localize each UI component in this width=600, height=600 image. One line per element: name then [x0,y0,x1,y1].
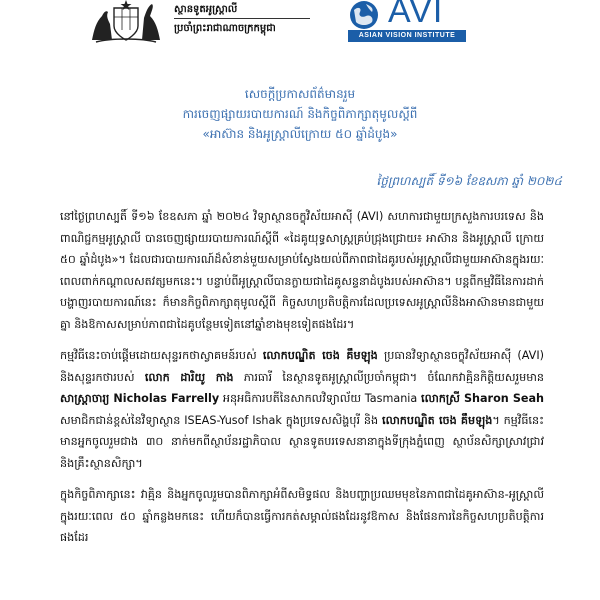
title-line-1: សេចក្តីប្រកាសព័ត៌មានរួម [244,87,356,101]
avi-subtitle: ASIAN VISION INSTITUTE [348,30,466,42]
avi-wordmark: AVI [388,0,444,30]
embassy-name: ស្ថានទូតអូស្ត្រាលី [174,4,238,15]
p2-end: ។ កម្មវិធីនេះមានអ្នកចូលរួមជាង ៣០ នាក់មកពីស្ថាប័នរដ្ឋាភិបាល ស្ថានទូតបរទេសនានាក្នុងទីក្រុងភ្នំពេញ ស្ថាប័នសិក្សាស្រាវជ្រាវ និងគ្រឹះស្ថានសិក្សា។ [60,413,545,470]
p2-mid-1: ប្រធានវិទ្យាស្ថានចក្ខុវិស័យអាស៊ី (AVI) និងសុន្ទរកថារបស់ [60,349,544,384]
release-body [60,206,544,559]
title-line-2: ការចេញផ្សាយរបាយការណ៍ និងកិច្ចពិភាក្សាតុមូលស្តីពី [182,107,418,121]
p2-intro: កម្មវិធីនេះចាប់ផ្តើមដោយសុន្ទរកថាស្វាគមន៍របស់ [60,349,263,362]
p2-mid-4: សមាជិកជាន់ខ្ពស់នៃវិទ្យាស្ថាន ISEAS-Yusof Ishak ក្នុងប្រទេសសិង្ហបុរី និង [60,413,383,427]
title-line-3: «អាស៊ាន និងអូស្ត្រាលីក្រោយ ៥០ ឆ្នាំដំបូង» [202,127,398,141]
speaker-name-nicholas-farrelly: សាស្ត្រាចារ្យ Nicholas Farrelly [60,392,220,405]
speaker-name-sharon-seah: លោកស្រី Sharon Seah [421,392,544,405]
p2-mid-2: ភារធារី នៃស្ថានទូតអូស្ត្រាលីប្រចាំកម្ពុជា។ ចំណែកវាគ្មិនកិត្តិយសរួមមាន [233,370,544,384]
speaker-name-cheng-kimlong-2: លោកបណ្ឌិត ចេង គឹមឡុង [382,413,493,427]
speaker-name-cheng-kimlong: លោកបណ្ឌិត ចេង គឹមឡុង [262,349,378,362]
avi-logo [348,0,468,44]
paragraph-3: ក្នុងកិច្ចពិភាក្សានេះ វាគ្មិន និងអ្នកចូលរួមបានពិភាក្សាអំពីសមិទ្ធផល និងបញ្ហាប្រឈមមុខនៃភាពជាដៃគូអាស៊ាន-អូស្ត្រាលី ក្នុងរយៈពេល ៥០ ឆ្នាំកន្លងមកនេះ ហើយក៏បានធ្វើការកត់សម្គាល់ផងដែរនូវឱកាស និងផែនការនៃកិច្ចសហប្រតិបត្តិការផងដែរ [60,488,544,544]
globe-icon [348,0,380,30]
coat-of-arms-icon [86,0,166,44]
speaker-name-daniel-kang: លោក ដារិយូ កាង [144,370,234,384]
release-title [60,84,540,144]
p2-mid-3: អនុអធិការបតីនៃសាកលវិទ្យាល័យ Tasmania [219,392,422,405]
paragraph-1: នៅថ្ងៃព្រហស្បតិ៍ ទី១៦ ខែឧសភា ឆ្នាំ ២០២៤ វិទ្យាស្ថានចក្ខុវិស័យអាស៊ី (AVI) សហការជាមួយក្រសួងការបរទេស និងពាណិជ្ជកម្មអូស្ត្រាលី បានចេញផ្សាយរបាយការណ៍ស្តីពី «ដៃគូយុទ្ធសាស្ត្រគ្រប់ជ្រុងជ្រោយ៖ អាស៊ាន និងអូស្ត្រាលី ក្រោយ ៥០ ឆ្នាំដំបូង»។ ដែលជារបាយការណ៍ដ៏សំខាន់មួយសម្រាប់ស្វែងយល់ពីភាពជាដៃគូរបស់អូស្ត្រាលីជាមួយអាស៊ានក្នុងរយៈពេលពាក់កណ្តាលសតវត្សមកនេះ។ បន្ទាប់ពីអូស្ត្រាលីបានក្លាយជាដៃគូសន្ទនាដំបូងរបស់អាស៊ាន។ បន្តពីកម្មវិធីនៃការដាក់បង្ហាញរបាយការណ៍នេះ ក៏មានកិច្ចពិភាក្សាតុមូលស្តីពី កិច្ចសហប្រតិបត្តិការដែលប្រទេសអូស្ត្រាលីនិងអាស៊ានមានជាមួយគ្នា និងឱកាសសម្រាប់ភាពជាដៃគូបន្ថែមទៀតនៅឆ្នាំខាងមុខទៀតផងដែរ។ [60,210,544,331]
letterhead [0,0,600,52]
letterhead-divider [174,18,310,19]
paragraph-2 [60,345,544,474]
embassy-tagline: ប្រចាំព្រះរាជាណាចក្រកម្ពុជា [174,23,276,34]
release-date: ថ្ងៃព្រហស្បតិ៍ ទី១៦ ខែឧសភា ឆ្នាំ ២០២៤ [376,174,562,188]
